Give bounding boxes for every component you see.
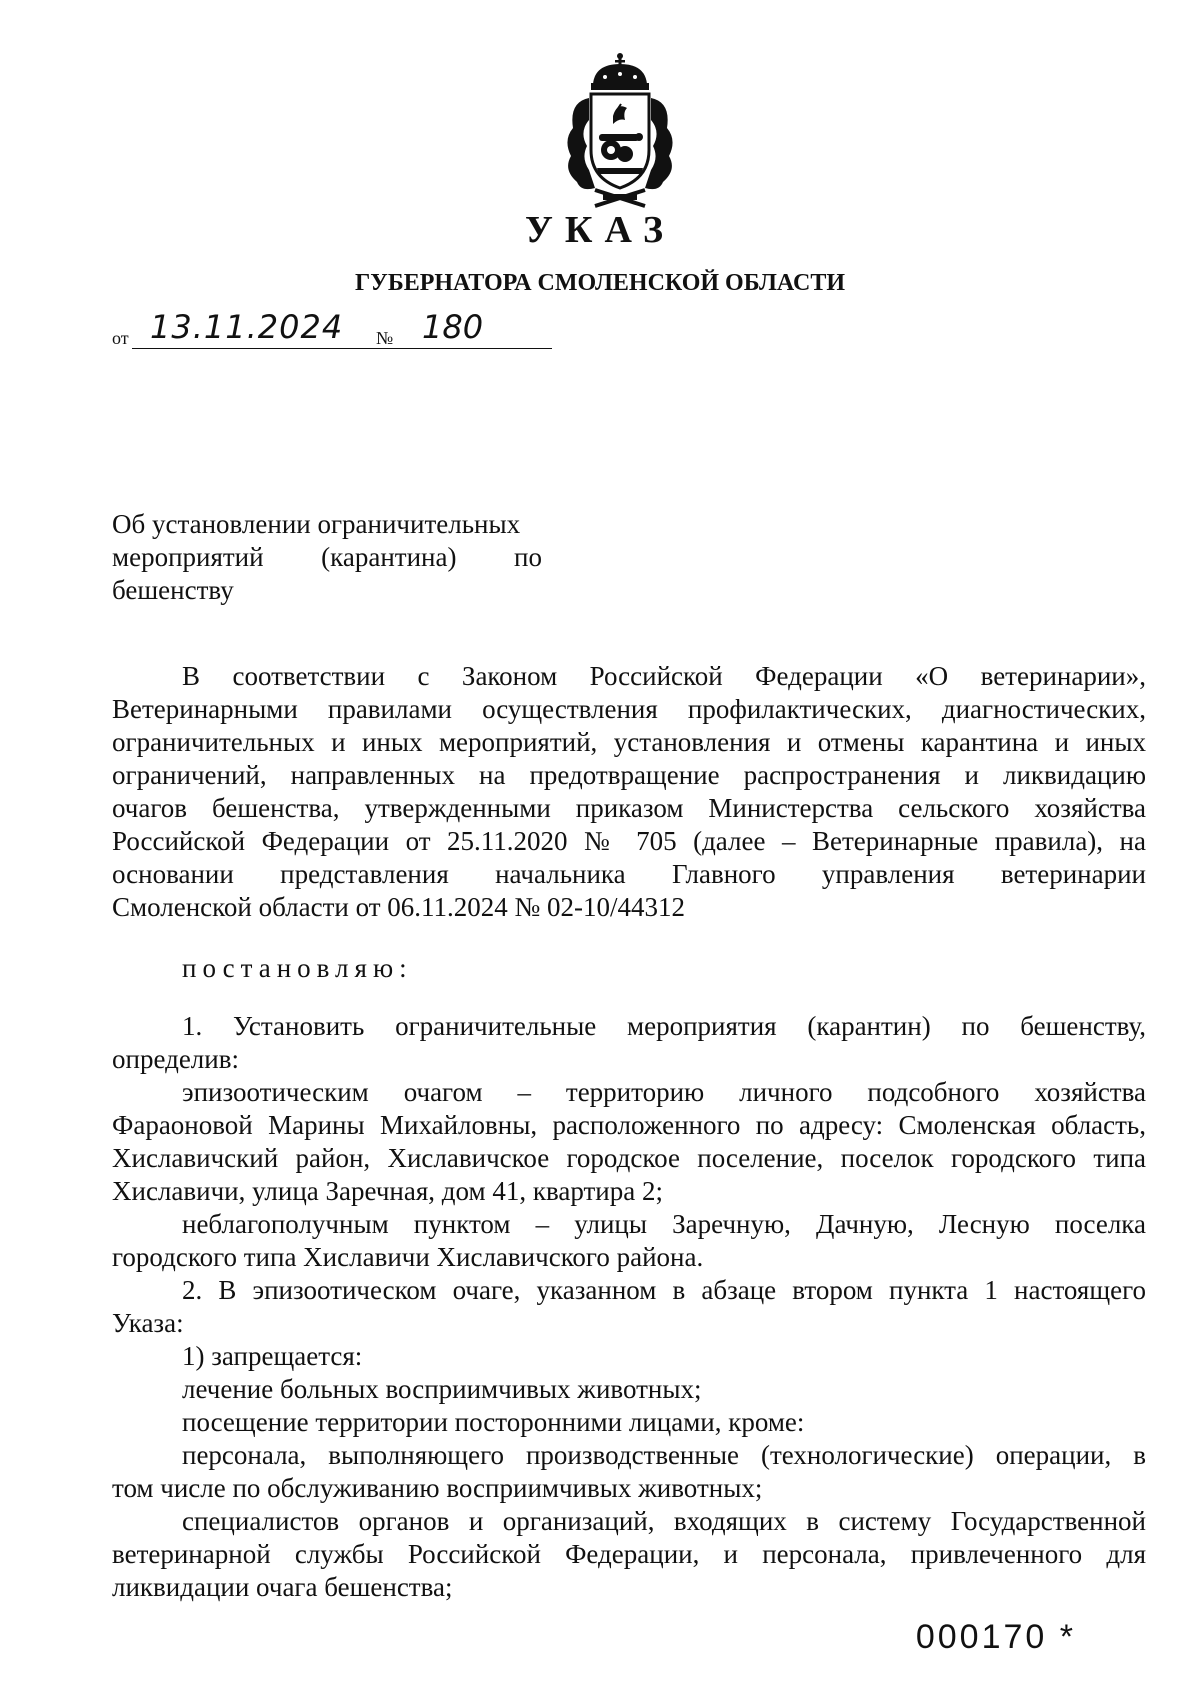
text-line: городского типа Хиславичи Хиславичского района. <box>112 1242 704 1272</box>
text-line: основании представления начальника Главного управления ветеринарии <box>112 859 1146 889</box>
resolve-word: постановляю: <box>182 953 413 983</box>
text-line: посещение территории посторонними лицами, кроме: <box>182 1407 805 1437</box>
handwritten-number: 180 <box>422 308 484 346</box>
text-line: определив: <box>112 1044 239 1074</box>
form-serial-number: 000170 * <box>915 1618 1076 1656</box>
subject-line <box>112 541 542 574</box>
subject-line: Об установлении ограничительных <box>112 509 521 539</box>
decree-items <box>112 1010 1146 1604</box>
text-line: Хиславичский район, Хиславичское городское поселение, поселок городского типа <box>112 1143 1146 1173</box>
text-line: ликвидации очага бешенства; <box>112 1572 453 1602</box>
text-line: неблагополучным пунктом – улицы Заречную, Дачную, Лесную поселка <box>182 1209 1146 1239</box>
text-line: Смоленской области от 06.11.2024 № 02-10/44312 <box>112 892 686 922</box>
subject-word: (карантина) <box>321 542 457 572</box>
text-line: В соответствии с Законом Российской Федерации «О ветеринарии», <box>182 661 1146 691</box>
subject-line: бешенству <box>112 575 234 605</box>
text-line: персонала, выполняющего производственные (технологические) операции, в <box>182 1440 1146 1470</box>
coat-of-arms-icon <box>555 50 685 210</box>
number-underline <box>400 348 552 349</box>
text-line: Ветеринарными правилами осуществления профилактических, диагностических, <box>112 694 1146 724</box>
text-line: том числе по обслуживанию восприимчивых животных; <box>112 1473 763 1503</box>
text-line: эпизоотическим очагом – территорию личного подсобного хозяйства <box>182 1077 1146 1107</box>
text-line: Российской Федерации от 25.11.2020 № 705 (далее – Ветеринарные правила), на <box>112 826 1146 856</box>
date-number-line <box>112 308 552 352</box>
document-issuer: ГУБЕРНАТОРА СМОЛЕНСКОЙ ОБЛАСТИ <box>354 270 846 296</box>
number-label: № <box>376 328 394 348</box>
handwritten-date: 13.11.2024 <box>150 308 344 346</box>
date-label: от <box>112 328 129 348</box>
text-line: 2. В эпизоотическом очаге, указанном в абзаце втором пункта 1 настоящего <box>182 1275 1146 1305</box>
preamble-paragraph <box>112 660 1146 924</box>
text-line: Хиславичи, улица Заречная, дом 41, квартира 2; <box>112 1176 663 1206</box>
text-line: Указа: <box>112 1308 184 1338</box>
text-line: Фараоновой Марины Михайловны, расположенного по адресу: Смоленская область, <box>112 1110 1146 1140</box>
text-line: лечение больных восприимчивых животных; <box>182 1374 702 1404</box>
text-line: 1) запрещается: <box>182 1341 363 1371</box>
text-line: ограничений, направленных на предотвращение распространения и ликвидацию <box>112 760 1146 790</box>
document-subject <box>112 508 542 607</box>
text-line: ограничительных и иных мероприятий, установления и отмены карантина и иных <box>112 727 1146 757</box>
text-line: 1. Установить ограничительные мероприятия (карантин) по бешенству, <box>182 1011 1146 1041</box>
subject-word: мероприятий <box>112 542 264 572</box>
subject-word: по <box>514 542 542 572</box>
text-line: ветеринарной службы Российской Федерации, и персонала, привлеченного для <box>112 1539 1146 1569</box>
text-line: очагов бешенства, утвержденными приказом Министерства сельского хозяйства <box>112 793 1146 823</box>
text-line: специалистов органов и организаций, входящих в систему Государственной <box>182 1506 1146 1536</box>
document-title: УКАЗ <box>525 209 675 251</box>
